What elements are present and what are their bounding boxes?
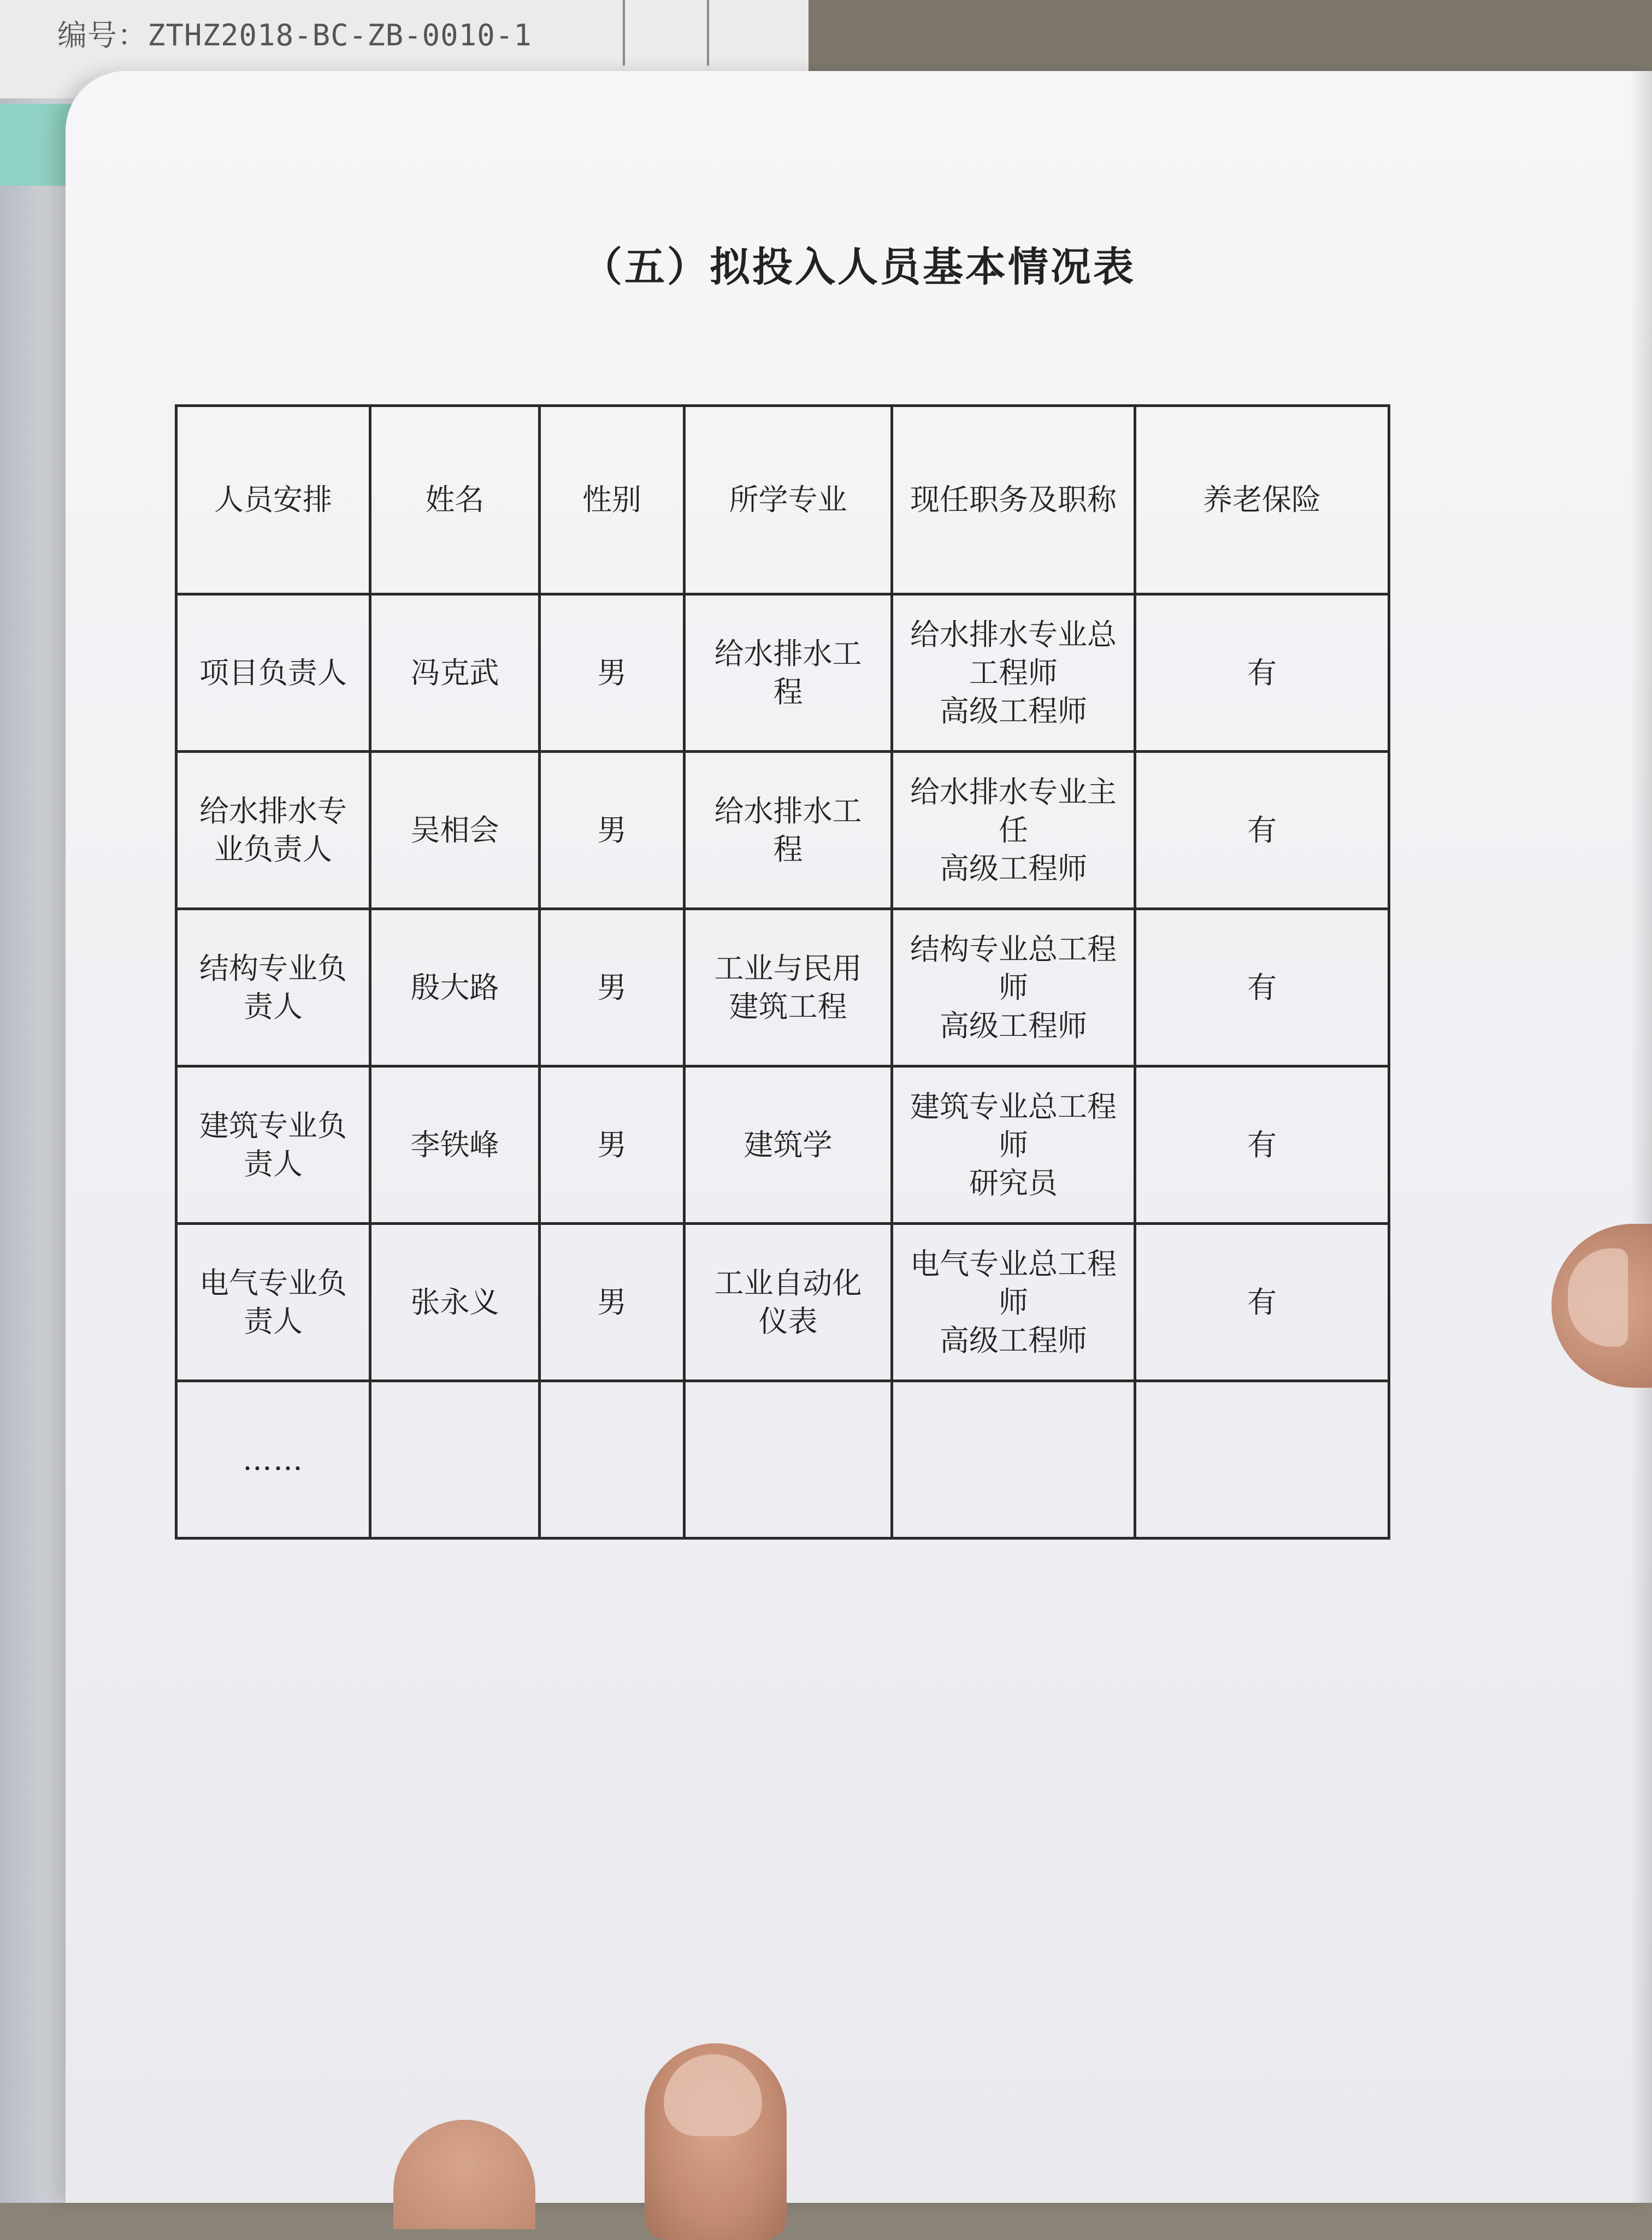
cell-major: 给水排水工 程 [685,594,892,752]
header-position: 现任职务及职称 [892,406,1135,594]
page-title: （五）拟投入人员基本情况表 [582,244,1136,291]
cell-insurance: 有 [1135,752,1389,909]
cell-role: 电气专业负 责人 [176,1224,370,1381]
table-row [176,909,1389,1066]
table-row-continuation [176,1381,1389,1538]
cell-name: 殷大路 [370,909,540,1066]
cell-empty [685,1381,892,1538]
cell-position: 给水排水专业总 工程师 高级工程师 [892,594,1135,752]
cell-position: 电气专业总工程 师 高级工程师 [892,1224,1135,1381]
cell-major: 建筑学 [685,1066,892,1224]
page-edge-shadow [1630,71,1652,2203]
table-row [176,594,1389,752]
cell-major: 工业与民用 建筑工程 [685,909,892,1066]
cell-empty [370,1381,540,1538]
header-name: 姓名 [370,406,540,594]
cell-empty [892,1381,1135,1538]
cell-gender: 男 [540,1224,685,1381]
table-row [176,1224,1389,1381]
cell-major: 工业自动化 仪表 [685,1224,892,1381]
cell-major: 给水排水工 程 [685,752,892,909]
cell-empty [540,1381,685,1538]
cell-gender: 男 [540,752,685,909]
header-role: 人员安排 [176,406,370,594]
cell-insurance: 有 [1135,1224,1389,1381]
personnel-table [175,404,1390,1540]
cell-position: 结构专业总工程 师 高级工程师 [892,909,1135,1066]
cell-name: 李铁峰 [370,1066,540,1224]
cell-gender: 男 [540,909,685,1066]
cell-role: 给水排水专 业负责人 [176,752,370,909]
cell-position: 给水排水专业主 任 高级工程师 [892,752,1135,909]
cell-name: 张永义 [370,1224,540,1381]
header-gender: 性别 [540,406,685,594]
document-page [66,71,1652,2203]
cell-role: 项目负责人 [176,594,370,752]
table-row [176,752,1389,909]
cell-name: 吴相会 [370,752,540,909]
header-major: 所学专业 [685,406,892,594]
cell-position: 建筑专业总工程 师 研究员 [892,1066,1135,1224]
cell-gender: 男 [540,1066,685,1224]
header-insurance: 养老保险 [1135,406,1389,594]
cell-empty [1135,1381,1389,1538]
cell-gender: 男 [540,594,685,752]
table-header-row [176,406,1389,594]
cell-role: 结构专业负 责人 [176,909,370,1066]
background-sheet-grid [623,0,709,66]
cell-insurance: 有 [1135,909,1389,1066]
cell-insurance: 有 [1135,594,1389,752]
cell-role: 建筑专业负 责人 [176,1066,370,1224]
cell-name: 冯克武 [370,594,540,752]
table-row [176,1066,1389,1224]
cell-ellipsis: …… [176,1381,370,1538]
document-number: 编号：ZTHZ2018-BC-ZB-0010-1 [57,18,532,52]
personnel-table-container [175,404,1388,1540]
cell-insurance: 有 [1135,1066,1389,1224]
